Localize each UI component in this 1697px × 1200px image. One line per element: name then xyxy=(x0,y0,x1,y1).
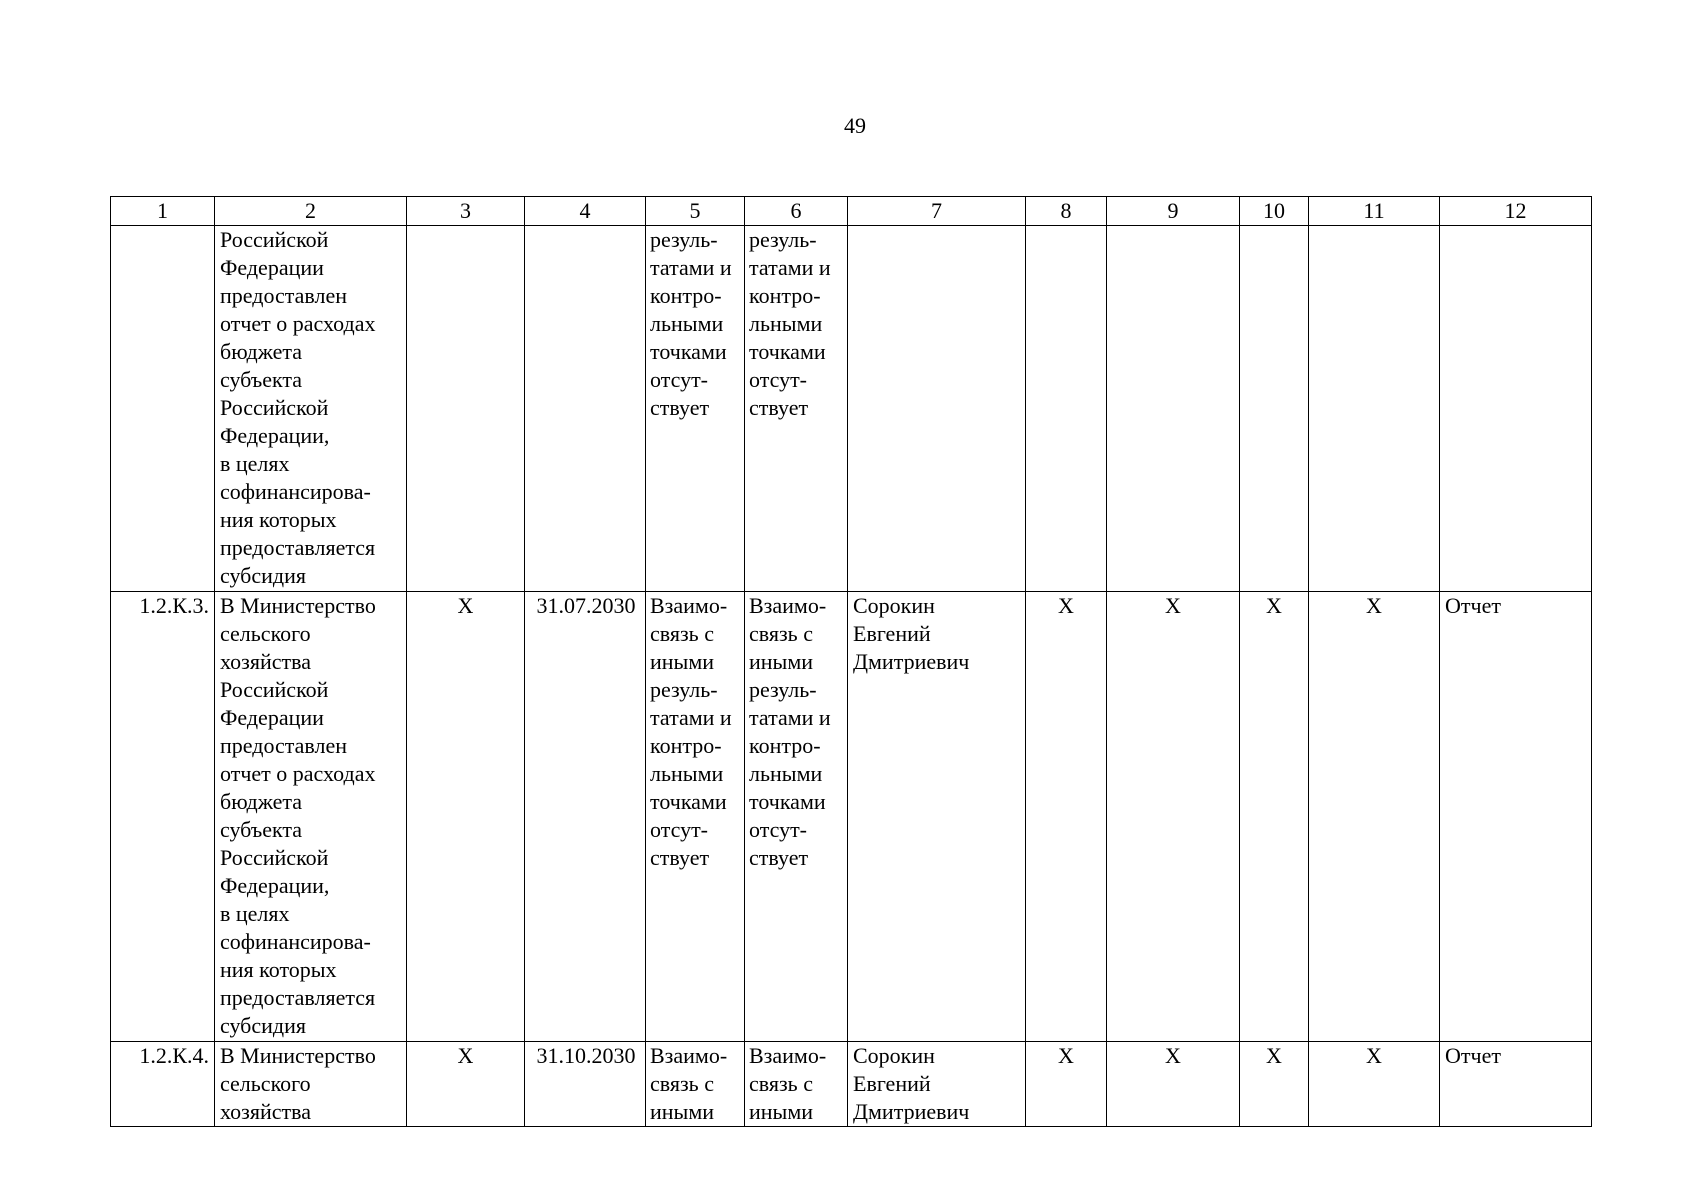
column-header: 3 xyxy=(407,197,525,226)
column-header: 12 xyxy=(1440,197,1592,226)
document-type-cell: Отчет xyxy=(1440,1042,1592,1127)
responsible-cell: Сорокин Евгений Дмитриевич xyxy=(848,1042,1026,1127)
document-type-cell xyxy=(1440,226,1592,592)
row-number-cell: 1.2.К.3. xyxy=(111,592,215,1042)
col11-cell: Х xyxy=(1309,1042,1440,1127)
table-row xyxy=(111,592,1592,1042)
relation-cell: Взаимо- связь с иными xyxy=(745,1042,848,1127)
responsible-cell: Сорокин Евгений Дмитриевич xyxy=(848,592,1026,1042)
column-header: 6 xyxy=(745,197,848,226)
column-header: 9 xyxy=(1107,197,1240,226)
description-cell: В Министерство сельского хозяйства xyxy=(215,1042,407,1127)
col8-cell: Х xyxy=(1026,592,1107,1042)
table-row xyxy=(111,1042,1592,1127)
table-header-row xyxy=(111,197,1592,226)
col3-cell xyxy=(407,226,525,592)
column-header: 11 xyxy=(1309,197,1440,226)
relation-cell: Взаимо- связь с иными резуль- татами и контро- льными точками отсут- ствует xyxy=(646,592,745,1042)
col10-cell: Х xyxy=(1240,592,1309,1042)
date-cell: 31.07.2030 xyxy=(525,592,646,1042)
row-number-cell: 1.2.К.4. xyxy=(111,1042,215,1127)
column-header: 10 xyxy=(1240,197,1309,226)
row-number-cell xyxy=(111,226,215,592)
col11-cell: Х xyxy=(1309,592,1440,1042)
col9-cell: Х xyxy=(1107,592,1240,1042)
responsible-cell xyxy=(848,226,1026,592)
description-cell: Российской Федерации предоставлен отчет о расходах бюджета субъекта Российской Федерации, в целях софинансирова- ния которых предоставляется субсидия xyxy=(215,226,407,592)
col9-cell: Х xyxy=(1107,1042,1240,1127)
document-type-cell: Отчет xyxy=(1440,592,1592,1042)
relation-cell: Взаимо- связь с иными xyxy=(646,1042,745,1127)
column-header: 2 xyxy=(215,197,407,226)
col10-cell: Х xyxy=(1240,1042,1309,1127)
col10-cell xyxy=(1240,226,1309,592)
column-header: 1 xyxy=(111,197,215,226)
plan-table xyxy=(110,196,1592,1127)
col8-cell xyxy=(1026,226,1107,592)
relation-cell: Взаимо- связь с иными резуль- татами и контро- льными точками отсут- ствует xyxy=(745,592,848,1042)
col8-cell: Х xyxy=(1026,1042,1107,1127)
relation-cell: резуль- татами и контро- льными точками отсут- ствует xyxy=(745,226,848,592)
col9-cell xyxy=(1107,226,1240,592)
col3-cell: Х xyxy=(407,592,525,1042)
col11-cell xyxy=(1309,226,1440,592)
date-cell xyxy=(525,226,646,592)
column-header: 4 xyxy=(525,197,646,226)
date-cell: 31.10.2030 xyxy=(525,1042,646,1127)
page-number: 49 xyxy=(844,113,866,138)
column-header: 7 xyxy=(848,197,1026,226)
col3-cell: Х xyxy=(407,1042,525,1127)
table-row xyxy=(111,226,1592,592)
relation-cell: резуль- татами и контро- льными точками отсут- ствует xyxy=(646,226,745,592)
description-cell: В Министерство сельского хозяйства Российской Федерации предоставлен отчет о расходах бюджета субъекта Российской Федерации, в целях софинансирова- ния которых предоставляется субсидия xyxy=(215,592,407,1042)
column-header: 5 xyxy=(646,197,745,226)
column-header: 8 xyxy=(1026,197,1107,226)
